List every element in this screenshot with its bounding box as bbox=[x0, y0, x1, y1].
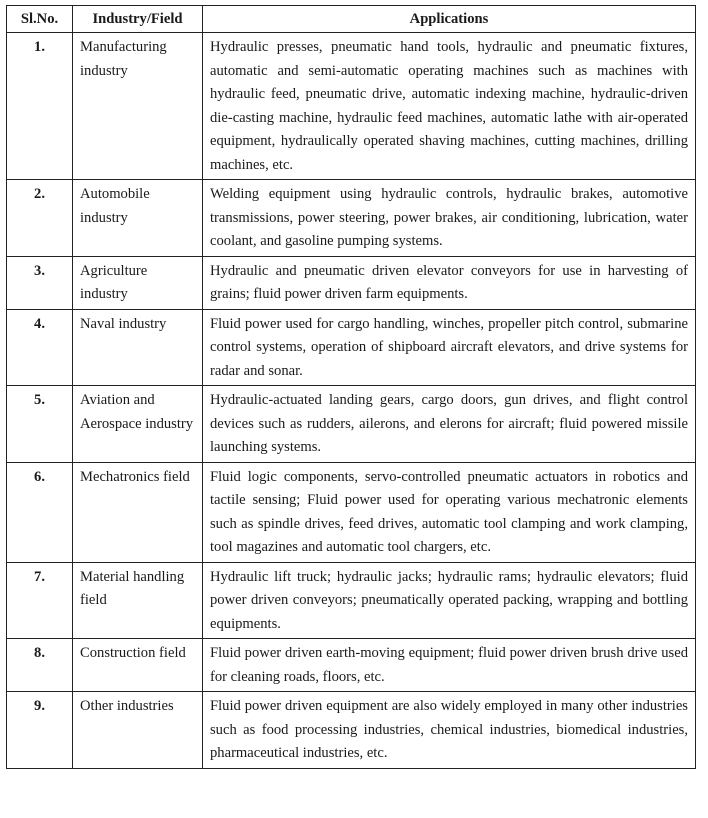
industry-cell: Naval industry bbox=[73, 309, 203, 386]
sl-no-cell: 6. bbox=[7, 462, 73, 562]
applications-cell: Hydraulic lift truck; hydraulic jacks; hydraulic rams; hydraulic elevators; fluid power driven conveyors; pneumatically operated packing, wrapping and bottling equipments. bbox=[203, 562, 696, 639]
industry-cell: Other industries bbox=[73, 692, 203, 769]
table-row bbox=[7, 33, 696, 180]
table-row bbox=[7, 180, 696, 257]
sl-no-cell: 5. bbox=[7, 386, 73, 463]
header-sl-no: Sl.No. bbox=[7, 6, 73, 33]
industry-cell: Automobile industry bbox=[73, 180, 203, 257]
table-row bbox=[7, 256, 696, 309]
applications-cell: Fluid power driven earth-moving equipment; fluid power driven brush drive used for cleaning roads, floors, etc. bbox=[203, 639, 696, 692]
industry-cell: Agriculture industry bbox=[73, 256, 203, 309]
table-row bbox=[7, 639, 696, 692]
industry-cell: Aviation and Aerospace industry bbox=[73, 386, 203, 463]
applications-cell: Fluid logic components, servo-controlled pneumatic actuators in robotics and tactile sensing; Fluid power used for operating various mechatronic elements such as spindle drives, feed drives, automatic tool clamping and work clamping, tool magazines and automatic tool chargers, etc. bbox=[203, 462, 696, 562]
industry-cell: Construction field bbox=[73, 639, 203, 692]
table-row bbox=[7, 386, 696, 463]
header-applications: Applications bbox=[203, 6, 696, 33]
industry-cell: Manufacturing industry bbox=[73, 33, 203, 180]
sl-no-cell: 3. bbox=[7, 256, 73, 309]
applications-table bbox=[6, 5, 696, 769]
industry-cell: Mechatronics field bbox=[73, 462, 203, 562]
sl-no-cell: 9. bbox=[7, 692, 73, 769]
sl-no-cell: 1. bbox=[7, 33, 73, 180]
applications-cell: Hydraulic-actuated landing gears, cargo doors, gun drives, and flight control devices such as rudders, ailerons, and elerons for aircraft; fluid powered missile launching systems. bbox=[203, 386, 696, 463]
applications-cell: Hydraulic and pneumatic driven elevator conveyors for use in harvesting of grains; fluid power driven farm equipments. bbox=[203, 256, 696, 309]
header-industry: Industry/Field bbox=[73, 6, 203, 33]
table-row bbox=[7, 562, 696, 639]
sl-no-cell: 8. bbox=[7, 639, 73, 692]
sl-no-cell: 4. bbox=[7, 309, 73, 386]
applications-cell: Fluid power used for cargo handling, winches, propeller pitch control, submarine control systems, operation of shipboard aircraft elevators, and drive systems for radar and sonar. bbox=[203, 309, 696, 386]
applications-cell: Fluid power driven equipment are also widely employed in many other industries such as food processing industries, chemical industries, biomedical industries, pharmaceutical industries, etc. bbox=[203, 692, 696, 769]
applications-cell: Welding equipment using hydraulic controls, hydraulic brakes, automotive transmissions, power steering, power brakes, air conditioning, lubrication, water coolant, and gasoline pumping systems. bbox=[203, 180, 696, 257]
industry-cell: Material handling field bbox=[73, 562, 203, 639]
sl-no-cell: 2. bbox=[7, 180, 73, 257]
header-row bbox=[7, 6, 696, 33]
table-body bbox=[7, 33, 696, 769]
table-row bbox=[7, 309, 696, 386]
applications-cell: Hydraulic presses, pneumatic hand tools, hydraulic and pneumatic fixtures, automatic and semi-automatic operating machines such as machines with hydraulic feed, pneumatic drive, automatic indexing machine, hydraulic-driven die-casting machine, hydraulic feed machines, automatic lathe with air-operated equipment, hydraulically operated shaving machines, cutting machines, drilling machines, etc. bbox=[203, 33, 696, 180]
table-row bbox=[7, 462, 696, 562]
table-header bbox=[7, 6, 696, 33]
table-row bbox=[7, 692, 696, 769]
sl-no-cell: 7. bbox=[7, 562, 73, 639]
